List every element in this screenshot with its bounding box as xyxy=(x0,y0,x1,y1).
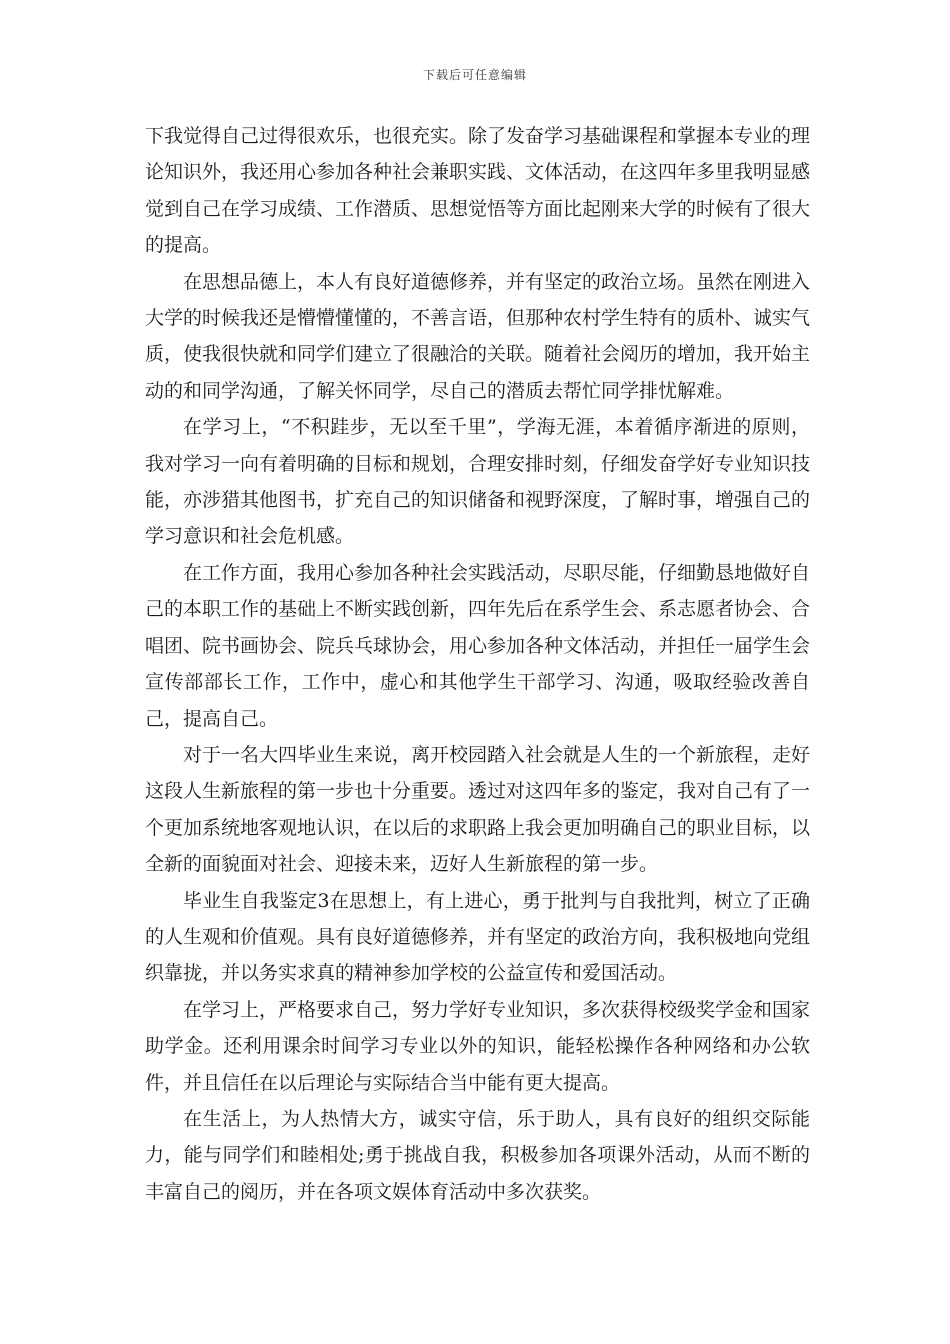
paragraph-work: 在工作方面，我用心参加各种社会实践活动，尽职尽能，仔细勤恳地做好自己的本职工作的基础上不断实践创新，四年先后在系学生会、系志愿者协会、合唱团、院书画协会、院兵乓球协会，用心参加各种文体活动，并担任一届学生会宣传部部长工作，工作中，虚心和其他学生干部学习、沟通，吸取经验改善自己，提高自己。 xyxy=(145,561,811,730)
paragraph-ideology: 在思想品德上，本人有良好道德修养，并有坚定的政治立场。虽然在刚进入大学的时候我还是懵懵懂懂的，不善言语，但那种农村学生特有的质朴、诚实气质，使我很快就和同学们建立了很融洽的关联。随着社会阅历的增加，我开始主动的和同学沟通，了解关怀同学，尽自己的潜质去帮忙同学排忧解难。 xyxy=(145,270,811,402)
paragraph-study: 在学习上，“不积跬步，无以至千里”，学海无涯，本着循序渐进的原则，我对学习一向有着明确的目标和规划，合理安排时刻，仔细发奋学好专业知识技能，亦涉猎其他图书，扩充自己的知识储备和视野深度，了解时事，增强自己的学习意识和社会危机感。 xyxy=(145,416,811,548)
paragraph-study-2: 在学习上，严格要求自己，努力学好专业知识，多次获得校级奖学金和国家助学金。还利用课余时间学习专业以外的知识，能轻松操作各种网络和办公软件，并且信任在以后理论与实际结合当中能有更大提高。 xyxy=(145,998,811,1094)
paragraph-continued: 下我觉得自己过得很欢乐，也很充实。除了发奋学习基础课程和掌握本专业的理论知识外，我还用心参加各种社会兼职实践、文体活动，在这四年多里我明显感觉到自己在学习成绩、工作潜质、思想觉悟等方面比起刚来大学的时候有了很大的提高。 xyxy=(145,125,811,257)
paragraph-life: 在生活上，为人热情大方，诚实守信，乐于助人，具有良好的组织交际能力，能与同学们和睦相处;勇于挑战自我，积极参加各项课外活动，从而不断的丰富自己的阅历，并在各项文娱体育活动中多次获奖。 xyxy=(145,1107,810,1203)
header-note: 下载后可任意编辑 xyxy=(422,68,527,82)
paragraph-self-appraisal-3: 毕业生自我鉴定3在思想上，有上进心，勇于批判与自我批判，树立了正确的人生观和价值观。具有良好道德修养，并有坚定的政治方向，我积极地向党组织靠拢，并以务实求真的精神参加学校的公益宣传和爱国活动。 xyxy=(145,889,811,985)
paragraph-graduation: 对于一名大四毕业生来说，离开校园踏入社会就是人生的一个新旅程，走好这段人生新旅程的第一步也十分重要。透过对这四年多的鉴定，我对自己有了一个更加系统地客观地认识，在以后的求职路上我会更加明确自己的职业目标，以全新的面貌面对社会、迎接未来，迈好人生新旅程的第一步。 xyxy=(145,743,811,876)
document-body xyxy=(145,118,810,1210)
